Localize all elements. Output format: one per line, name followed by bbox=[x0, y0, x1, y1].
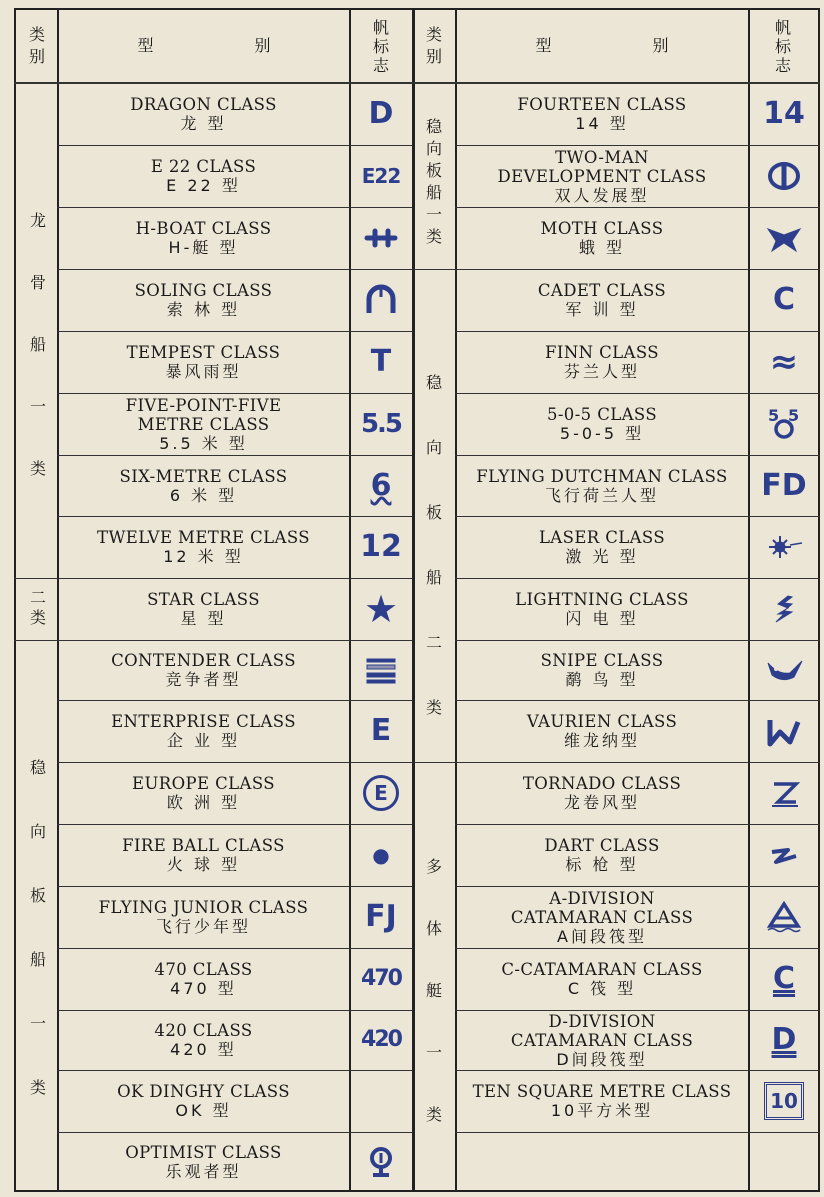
class-entry bbox=[456, 82, 748, 145]
class-name-zh: E 22 型 bbox=[166, 176, 241, 195]
class-name-zh: 飞行少年型 bbox=[155, 917, 251, 936]
class-name-en: FIRE BALL CLASS bbox=[122, 836, 285, 855]
class-name-en: DART CLASS bbox=[544, 836, 660, 855]
emblem-glyph: 12 bbox=[360, 529, 402, 564]
sail-emblem-icon bbox=[749, 1132, 819, 1192]
emblem-glyph: E bbox=[363, 775, 399, 811]
category-centreboard-right-2 bbox=[414, 350, 454, 740]
class-entry bbox=[58, 948, 349, 1010]
class-entry bbox=[58, 331, 349, 393]
class-entry bbox=[58, 455, 349, 516]
class-name-en: FLYING DUTCHMAN CLASS bbox=[476, 466, 728, 486]
class-name-en: STAR CLASS bbox=[147, 590, 260, 609]
class-name-zh: 欧 洲 型 bbox=[166, 793, 241, 812]
class-name-en: ENTERPRISE CLASS bbox=[111, 712, 296, 731]
class-entry bbox=[456, 640, 748, 700]
class-name-zh: 飞行荷兰人型 bbox=[544, 485, 659, 505]
emblem-glyph: ≈ bbox=[769, 342, 799, 382]
class-name-zh: C 筏 型 bbox=[567, 979, 637, 998]
sail-emblem-icon bbox=[350, 824, 412, 886]
class-name-en: H-BOAT CLASS bbox=[135, 219, 272, 238]
emblem-glyph: 10 bbox=[764, 1082, 804, 1120]
class-name-en: SNIPE CLASS bbox=[540, 651, 664, 670]
lightning-icon bbox=[749, 578, 819, 640]
class-name-en: TWELVE METRE CLASS bbox=[97, 528, 310, 547]
class-entry bbox=[58, 393, 349, 455]
class-name-en: FIVE-POINT-FIVE METRE CLASS bbox=[125, 395, 282, 434]
header-right-emblem: 帆 标 志 bbox=[774, 17, 791, 75]
class-name-en: C-CATAMARAN CLASS bbox=[501, 960, 703, 979]
class-name-zh: 企 业 型 bbox=[166, 731, 241, 750]
emblem-glyph: FJ bbox=[365, 899, 397, 934]
class-name-en: SOLING CLASS bbox=[134, 281, 273, 300]
category-multihull-text: 多 体 艇 一 类 bbox=[425, 857, 442, 1124]
emblem-glyph: C bbox=[772, 282, 796, 317]
emblem-glyph: ★ bbox=[363, 587, 399, 631]
class-entry bbox=[456, 331, 748, 393]
class-entry bbox=[58, 82, 349, 145]
class-name-en: A-DIVISION CATAMARAN CLASS bbox=[510, 888, 694, 927]
class-entry bbox=[456, 1132, 748, 1192]
category-centreboard-left-text: 稳 向 板 船 一 类 bbox=[29, 758, 46, 1097]
class-name-zh: A间段筏型 bbox=[557, 926, 647, 946]
class-name-zh: 乐观者型 bbox=[165, 1162, 242, 1181]
class-entry bbox=[58, 207, 349, 269]
class-name-en: 420 CLASS bbox=[154, 1021, 253, 1040]
emblem-glyph: 14 bbox=[763, 95, 805, 131]
class-entry bbox=[456, 393, 748, 455]
emblem-glyph: C bbox=[772, 961, 796, 996]
svg-text:5: 5 bbox=[768, 407, 780, 425]
sail-emblem-icon bbox=[350, 1010, 412, 1070]
category-star-text: 二 类 bbox=[29, 588, 46, 627]
sail-emblem-icon bbox=[749, 455, 819, 516]
class-entry bbox=[58, 824, 349, 886]
sail-emblem-icon bbox=[350, 393, 412, 455]
class-name-zh: 竞争者型 bbox=[165, 670, 242, 689]
tornado-icon bbox=[749, 762, 819, 824]
class-name-zh: 420 型 bbox=[170, 1040, 237, 1059]
class-entry bbox=[456, 700, 748, 762]
category-centreboard-right-2-text: 稳 向 板 船 二 类 bbox=[425, 373, 442, 717]
sail-emblem-icon bbox=[350, 1070, 412, 1132]
class-name-en: EUROPE CLASS bbox=[132, 774, 275, 793]
class-name-en: FOURTEEN CLASS bbox=[517, 94, 687, 114]
class-entry bbox=[58, 886, 349, 948]
sail-emblem-icon bbox=[350, 886, 412, 948]
class-name-zh: OK 型 bbox=[175, 1101, 232, 1120]
class-name-en: 470 CLASS bbox=[154, 960, 253, 979]
class-entry bbox=[58, 145, 349, 207]
snipe-icon bbox=[749, 640, 819, 700]
sail-emblem-icon bbox=[749, 331, 819, 393]
sail-emblem-icon bbox=[350, 455, 412, 516]
class-name-zh: 索 林 型 bbox=[166, 300, 241, 319]
emblem-glyph: D bbox=[368, 95, 394, 131]
class-name-zh: 双人发展型 bbox=[554, 185, 650, 205]
class-name-zh: 470 型 bbox=[170, 979, 237, 998]
class-name-en: FLYING JUNIOR CLASS bbox=[98, 898, 309, 917]
class-name-zh: 暴风雨型 bbox=[165, 362, 242, 381]
class-entry bbox=[58, 1070, 349, 1132]
category-centreboard-left bbox=[18, 736, 58, 1120]
class-entry bbox=[58, 640, 349, 700]
sail-emblem-icon bbox=[749, 948, 819, 1010]
sail-emblem-icon bbox=[350, 82, 412, 145]
class-name-en: CADET CLASS bbox=[537, 281, 667, 300]
class-entry bbox=[456, 578, 748, 640]
class-name-zh: 鹬 鸟 型 bbox=[565, 670, 639, 689]
class-name-en: SIX-METRE CLASS bbox=[119, 466, 288, 486]
class-name-en: E 22 CLASS bbox=[150, 157, 257, 176]
class-name-en: TEN SQUARE METRE CLASS bbox=[472, 1082, 732, 1101]
class-entry bbox=[456, 948, 748, 1010]
header-left-type: 型 别 bbox=[137, 36, 271, 55]
category-star bbox=[18, 588, 58, 628]
laser-icon bbox=[749, 516, 819, 578]
sail-emblem-icon bbox=[350, 948, 412, 1010]
optimist-icon bbox=[350, 1132, 412, 1192]
sail-emblem-icon bbox=[749, 82, 819, 145]
class-entry bbox=[456, 207, 748, 269]
class-entry bbox=[58, 516, 349, 578]
emblem-glyph: 470 bbox=[361, 966, 401, 991]
h-boat-icon bbox=[350, 207, 412, 269]
class-entry bbox=[58, 1132, 349, 1192]
class-name-zh: 蛾 型 bbox=[578, 238, 626, 257]
class-name-en: TWO-MAN DEVELOPMENT CLASS bbox=[497, 147, 707, 186]
class-name-zh: 军 训 型 bbox=[565, 300, 639, 319]
class-name-zh: 标 枪 型 bbox=[565, 855, 639, 874]
class-name-zh: 闪 电 型 bbox=[565, 609, 639, 628]
class-name-en: CONTENDER CLASS bbox=[111, 651, 296, 670]
class-entry bbox=[58, 700, 349, 762]
class-name-en: OPTIMIST CLASS bbox=[125, 1143, 282, 1162]
sail-emblem-icon bbox=[749, 1070, 819, 1132]
class-entry bbox=[58, 762, 349, 824]
emblem-glyph: 6 bbox=[370, 467, 392, 503]
header-left-category: 类 别 bbox=[28, 25, 45, 66]
sail-emblem-icon bbox=[350, 516, 412, 578]
class-name-en: VAURIEN CLASS bbox=[526, 712, 678, 731]
emblem-glyph: FD bbox=[761, 467, 807, 503]
emblem-glyph: ● bbox=[372, 843, 390, 867]
class-name-zh: 龙卷风型 bbox=[563, 793, 640, 812]
class-entry bbox=[456, 1070, 748, 1132]
class-entry bbox=[456, 269, 748, 331]
class-entry bbox=[58, 578, 349, 640]
two-man-icon bbox=[749, 145, 819, 207]
contender-icon bbox=[350, 640, 412, 700]
class-name-zh: 5-0-5 型 bbox=[559, 424, 645, 443]
sail-emblem-icon bbox=[749, 1010, 819, 1070]
emblem-glyph: T bbox=[370, 344, 392, 379]
class-entry bbox=[456, 824, 748, 886]
vaurien-icon bbox=[749, 700, 819, 762]
class-name-zh: 星 型 bbox=[180, 609, 227, 628]
category-divider bbox=[412, 269, 456, 270]
class-entry bbox=[58, 269, 349, 331]
class-name-en: MOTH CLASS bbox=[540, 219, 664, 238]
505-icon bbox=[749, 393, 819, 455]
class-name-en: TEMPEST CLASS bbox=[126, 343, 281, 362]
header-right-type: 型 别 bbox=[535, 36, 669, 55]
class-name-en: TORNADO CLASS bbox=[522, 774, 682, 793]
category-keelboat bbox=[18, 190, 58, 500]
category-divider bbox=[412, 762, 456, 763]
sail-emblem-icon bbox=[350, 331, 412, 393]
class-name-zh: 芬兰人型 bbox=[563, 362, 640, 381]
class-name-en: OK DINGHY CLASS bbox=[117, 1082, 290, 1101]
class-name-en: LASER CLASS bbox=[538, 528, 666, 547]
emblem-glyph: E bbox=[370, 713, 392, 748]
class-name-zh: H-艇 型 bbox=[168, 238, 239, 257]
sail-emblem-icon bbox=[350, 145, 412, 207]
category-centreboard-right-1-text: 稳 向 板 船 一 类 bbox=[425, 117, 442, 246]
category-multihull bbox=[414, 836, 454, 1146]
header-right-category: 类 别 bbox=[425, 25, 442, 66]
sail-emblem-icon bbox=[350, 762, 412, 824]
class-name-zh: 14 型 bbox=[575, 113, 629, 133]
class-name-en: LIGHTNING CLASS bbox=[515, 590, 689, 609]
class-entry bbox=[456, 455, 748, 516]
dart-icon bbox=[749, 824, 819, 886]
class-entry bbox=[58, 1010, 349, 1070]
class-name-zh: 维龙纳型 bbox=[563, 731, 640, 750]
class-name-en: D-DIVISION CATAMARAN CLASS bbox=[510, 1011, 694, 1050]
class-entry bbox=[456, 762, 748, 824]
class-entry bbox=[456, 1010, 748, 1070]
sail-emblem-icon bbox=[350, 578, 412, 640]
class-name-en: 5-0-5 CLASS bbox=[546, 405, 658, 424]
class-name-zh: 激 光 型 bbox=[565, 547, 639, 566]
emblem-glyph: 5.5 bbox=[360, 409, 402, 439]
sail-emblem-icon bbox=[350, 700, 412, 762]
svg-text:5: 5 bbox=[788, 407, 800, 425]
emblem-glyph: D bbox=[771, 1022, 797, 1057]
category-divider bbox=[14, 640, 58, 641]
class-name-en: DRAGON CLASS bbox=[130, 94, 277, 114]
class-name-zh: 火 球 型 bbox=[166, 855, 241, 874]
class-name-zh: 5.5 米 型 bbox=[159, 433, 248, 453]
class-name-zh: D间段筏型 bbox=[556, 1049, 648, 1069]
class-name-en: FINN CLASS bbox=[545, 343, 659, 362]
class-name-zh: 龙 型 bbox=[180, 113, 227, 133]
class-name-zh: 10平方米型 bbox=[550, 1101, 654, 1120]
header-left-emblem: 帆 标 志 bbox=[372, 17, 389, 75]
soling-icon bbox=[350, 269, 412, 331]
category-centreboard-right-1 bbox=[414, 116, 454, 248]
sail-emblem-icon bbox=[749, 269, 819, 331]
class-entry bbox=[456, 886, 748, 948]
emblem-glyph: 420 bbox=[361, 1027, 401, 1052]
class-name-zh: 6 米 型 bbox=[169, 485, 238, 505]
class-entry bbox=[456, 516, 748, 578]
moth-icon bbox=[749, 207, 819, 269]
category-divider bbox=[14, 578, 58, 579]
category-keelboat-text: 龙 骨 船 一 类 bbox=[29, 211, 46, 478]
emblem-glyph: E22 bbox=[361, 164, 401, 188]
class-entry bbox=[456, 145, 748, 207]
a-division-icon bbox=[749, 886, 819, 948]
class-name-zh: 12 米 型 bbox=[163, 547, 244, 566]
